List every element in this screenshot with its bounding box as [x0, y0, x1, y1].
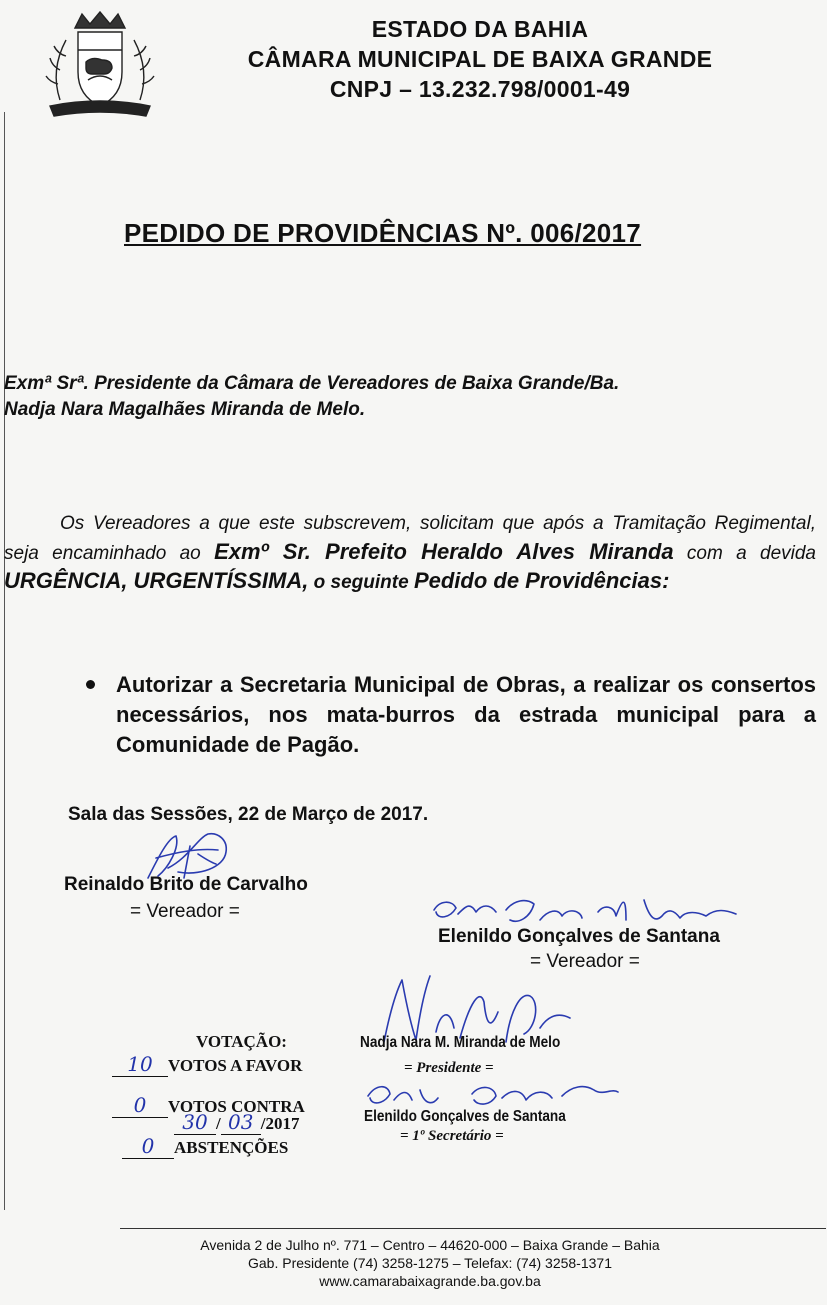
- president-name: Nadja Nara M. Miranda de Melo: [360, 1034, 561, 1051]
- footer-address: Avenida 2 de Julho nº. 771 – Centro – 44620-000 – Baixa Grande – Bahia: [200, 1237, 660, 1253]
- addressee: Exmº Sr. Prefeito Heraldo Alves Miranda: [214, 538, 674, 564]
- urgency: URGÊNCIA, URGENTÍSSIMA,: [4, 568, 309, 593]
- votes-favor-value: 10: [112, 1052, 168, 1077]
- signatory-2-name: Elenildo Gonçalves de Santana: [438, 926, 720, 947]
- abstentions-label: ABSTENÇÕES: [174, 1138, 289, 1157]
- votes-contra-value: 0: [112, 1093, 168, 1118]
- votes-favor-row: [112, 1052, 302, 1077]
- closing-line: Sala das Sessões, 22 de Março de 2017.: [68, 804, 429, 825]
- header-chamber: CÂMARA MUNICIPAL DE BAIXA GRANDE: [247, 46, 713, 72]
- footer-website: www.camarabaixagrande.ba.gov.ba: [319, 1273, 541, 1289]
- body-paragraph: Os Vereadores a que este subscrevem, solicitam que após a Tramitação Regimental, seja encaminhado ao Exmº Sr. Prefeito Heraldo Alves Miranda com a devida URGÊNCIA, URGENTÍSSIMA, o seguinte Pedido de Providências:: [4, 513, 816, 593]
- left-margin-rule: [4, 112, 5, 1210]
- secretary-name: Elenildo Gonçalves de Santana: [364, 1108, 566, 1125]
- footer-phones: Gab. Presidente (74) 3258-1275 – Telefax: (74) 3258-1371: [248, 1255, 612, 1271]
- municipal-crest-icon: [30, 10, 170, 122]
- president-role: = Presidente =: [404, 1060, 494, 1076]
- abstentions-row: [122, 1134, 288, 1159]
- voting-date: 30 / 03 /2017: [174, 1110, 299, 1135]
- voting-date-month: 03: [221, 1110, 261, 1135]
- votes-contra-label: VOTOS CONTRA: [168, 1097, 305, 1116]
- voting-date-day: 30: [174, 1110, 216, 1135]
- bullet-icon: [86, 680, 95, 689]
- footer-rule: [120, 1228, 826, 1229]
- header-cnpj: CNPJ – 13.232.798/0001-49: [329, 76, 631, 102]
- secretary-role: = 1º Secretário =: [400, 1128, 504, 1144]
- address-line-2: Nadja Nara Magalhães Miranda de Melo.: [4, 399, 366, 420]
- header-state: ESTADO DA BAHIA: [371, 16, 589, 42]
- abstentions-value: 0: [122, 1134, 174, 1159]
- signatory-2-role: = Vereador =: [530, 951, 640, 972]
- signatory-1-name: Reinaldo Brito de Carvalho: [64, 874, 308, 895]
- votes-favor-label: VOTOS A FAVOR: [168, 1056, 303, 1075]
- voting-title: VOTAÇÃO:: [196, 1032, 287, 1051]
- address-line-1: Exmª Srª. Presidente da Câmara de Vereadores de Baixa Grande/Ba.: [4, 373, 620, 394]
- signatory-1-role: = Vereador =: [130, 901, 240, 922]
- request-item: Autorizar a Secretaria Municipal de Obras, a realizar os consertos necessários, nos mata-burros da estrada municipal para a Comunidade de Pagão.: [116, 672, 816, 757]
- document-title: PEDIDO DE PROVIDÊNCIAS Nº. 006/2017: [124, 218, 642, 248]
